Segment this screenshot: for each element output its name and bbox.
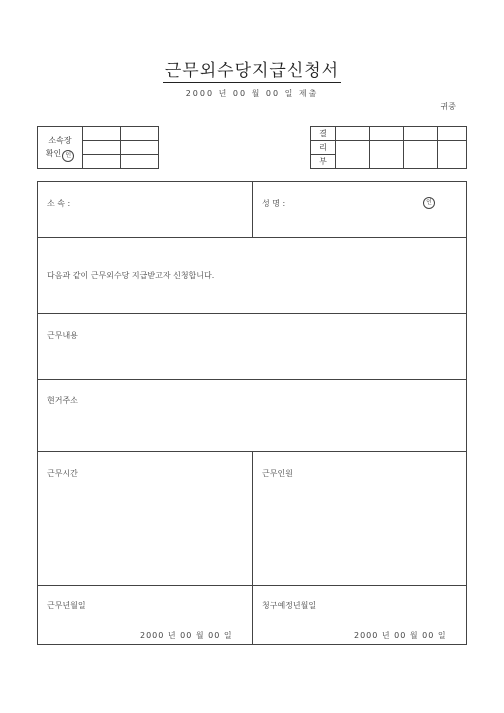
name-label: 성 명 : [262,199,286,208]
approval-cell[interactable] [438,141,467,169]
row-request-text [38,238,466,314]
row-dates [38,586,466,644]
request-text: 다음과 같이 근무외수당 지급받고자 신청합니다. [47,271,215,280]
title-text: 근무외수당지급신청서 [164,61,340,81]
sign-cell[interactable] [83,155,121,169]
supervisor-confirm-label [38,127,83,169]
approval-label-3: 부 [311,155,336,169]
approval-cell[interactable] [404,141,438,169]
work-content-label: 근무내용 [47,331,78,340]
document-title [0,56,504,81]
work-hours-label: 근무시간 [47,469,78,478]
row-hours-workers [38,452,466,586]
approval-label-2: 리 [311,141,336,155]
sign-cell[interactable] [121,127,159,141]
work-date-label: 근무년월일 [47,601,86,610]
row-work-content[interactable] [38,314,466,380]
divider [252,452,253,585]
name-seal-icon: 인 [423,197,435,209]
claim-date-label: 청구예정년월일 [262,601,317,610]
supervisor-label: 소속장 [48,136,72,145]
approval-cell[interactable] [336,141,370,169]
divider [252,586,253,644]
approval-cell[interactable] [370,141,404,169]
confirm-row [38,147,82,161]
workers-label: 근무인원 [262,469,293,478]
approval-label-1: 결 [311,127,336,141]
claim-date-value[interactable]: 2000 년 00 월 00 일 [354,631,447,640]
address-label: 현거주소 [47,396,78,405]
approval-cell[interactable] [336,127,370,141]
sign-cell[interactable] [83,141,121,155]
approval-cell[interactable] [370,127,404,141]
approval-box [310,126,467,169]
approval-cell[interactable] [438,127,467,141]
row-affiliation-name [38,182,466,238]
recipient-label: 귀중 [440,102,456,111]
seal-icon: 인 [62,150,74,162]
submit-date-line: 2000 년 00 월 00 일 제출 [185,89,319,98]
sign-cell[interactable] [121,141,159,155]
confirm-label: 확인 [45,149,62,158]
supervisor-confirm-box [37,126,159,169]
application-form [37,181,467,645]
work-date-value[interactable]: 2000 년 00 월 00 일 [140,631,233,640]
sign-cell[interactable] [121,155,159,169]
row-address[interactable] [38,380,466,452]
divider [252,182,253,237]
sign-cell[interactable] [83,127,121,141]
affiliation-label: 소 속 : [47,199,71,208]
approval-cell[interactable] [404,127,438,141]
